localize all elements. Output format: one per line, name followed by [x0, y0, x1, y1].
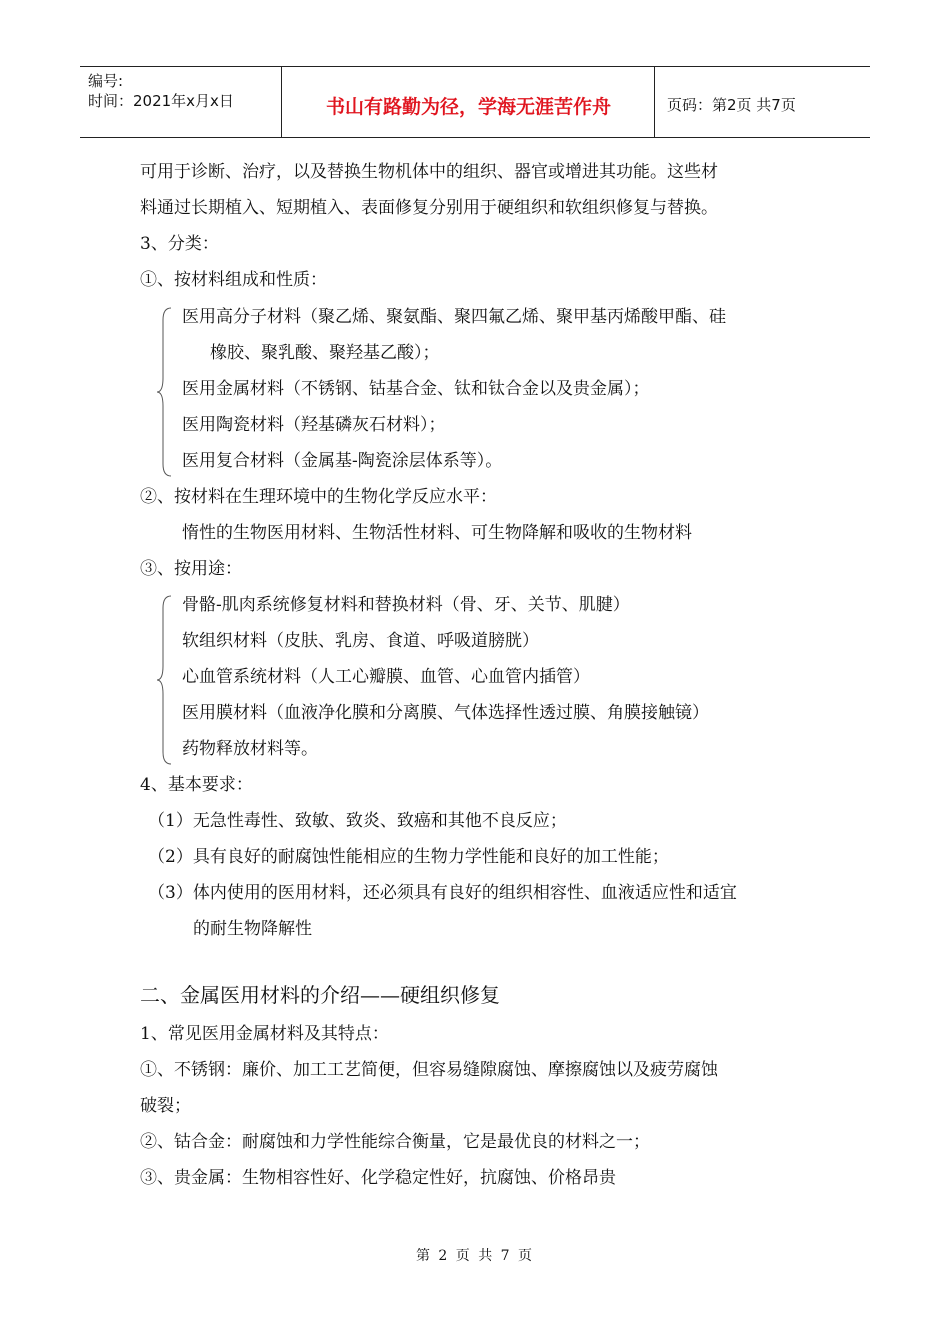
- class-3-item-drug-release: 药物释放材料等。: [182, 739, 318, 759]
- metal-stainless-steel-cont: 破裂；: [140, 1096, 191, 1116]
- date-label: 时间：2021年x月x日: [88, 92, 234, 110]
- class-1-item-ceramic: 医用陶瓷材料（羟基磷灰石材料）；: [182, 415, 446, 435]
- requirement-3-cont: 的耐生物降解性: [193, 919, 312, 939]
- metal-precious: ③、贵金属：生物相容性好、化学稳定性好，抗腐蚀、价格昂贵: [140, 1168, 616, 1188]
- class-1-item-metal: 医用金属材料（不锈钢、钴基合金、钛和钛合金以及贵金属）；: [182, 379, 650, 399]
- class-2-item: 惰性的生物医用材料、生物活性材料、可生物降解和吸收的生物材料: [182, 523, 692, 543]
- header-page-number: 页码：第2页 共7页: [667, 95, 796, 114]
- class-3-item-soft-tissue: 软组织材料（皮肤、乳房、食道、呼吸道膀胱）: [182, 631, 539, 651]
- part-2-heading: 二、金属医用材料的介绍——硬组织修复: [140, 983, 500, 1007]
- class-1-item-composite: 医用复合材料（金属基-陶瓷涂层体系等）。: [182, 451, 503, 471]
- classification-3: ③、按用途：: [140, 559, 242, 579]
- class-3-item-skeletal: 骨骼-肌肉系统修复材料和替换材料（骨、牙、关节、肌腱）: [182, 595, 630, 615]
- header-meta: [80, 67, 282, 137]
- intro-line-2: 料通过长期植入、短期植入、表面修复分别用于硬组织和软组织修复与替换。: [140, 198, 718, 218]
- part-2-subheading: 1、常见医用金属材料及其特点：: [140, 1024, 389, 1044]
- page-header: [80, 66, 870, 138]
- number-label: 编号:: [88, 72, 124, 90]
- metal-stainless-steel: ①、不锈钢：廉价、加工工艺简便，但容易缝隙腐蚀、摩擦腐蚀以及疲劳腐蚀: [140, 1060, 718, 1080]
- section-3-heading: 3、分类：: [140, 234, 219, 254]
- metal-cobalt-alloy: ②、钴合金：耐腐蚀和力学性能综合衡量，它是最优良的材料之一；: [140, 1132, 650, 1152]
- section-4-heading: 4、基本要求：: [140, 775, 253, 795]
- requirement-3: （3）体内使用的医用材料，还必须具有良好的组织相容性、血液适应性和适宜: [148, 883, 737, 903]
- header-motto: 书山有路勤为径，学海无涯苦作舟: [283, 67, 655, 137]
- brace-bracket: [155, 594, 177, 766]
- class-1-item-polymer: 医用高分子材料（聚乙烯、聚氨酯、聚四氟乙烯、聚甲基丙烯酸甲酯、硅: [182, 307, 726, 327]
- class-3-item-cardiovascular: 心血管系统材料（人工心瓣膜、血管、心血管内插管）: [182, 667, 590, 687]
- brace-bracket: [155, 306, 177, 478]
- class-3-item-membrane: 医用膜材料（血液净化膜和分离膜、气体选择性透过膜、角膜接触镜）: [182, 703, 709, 723]
- intro-line-1: 可用于诊断、治疗，以及替换生物机体中的组织、器官或增进其功能。这些材: [140, 162, 718, 182]
- requirement-2: （2）具有良好的耐腐蚀性能相应的生物力学性能和良好的加工性能；: [148, 847, 669, 867]
- class-1-item-polymer-cont: 橡胶、聚乳酸、聚羟基乙酸）；: [210, 343, 440, 363]
- page-footer: 第 2 页 共 7 页: [415, 1248, 535, 1264]
- classification-1: ①、按材料组成和性质：: [140, 270, 327, 290]
- classification-2: ②、按材料在生理环境中的生物化学反应水平：: [140, 487, 497, 507]
- requirement-1: （1）无急性毒性、致敏、致炎、致癌和其他不良反应；: [148, 811, 567, 831]
